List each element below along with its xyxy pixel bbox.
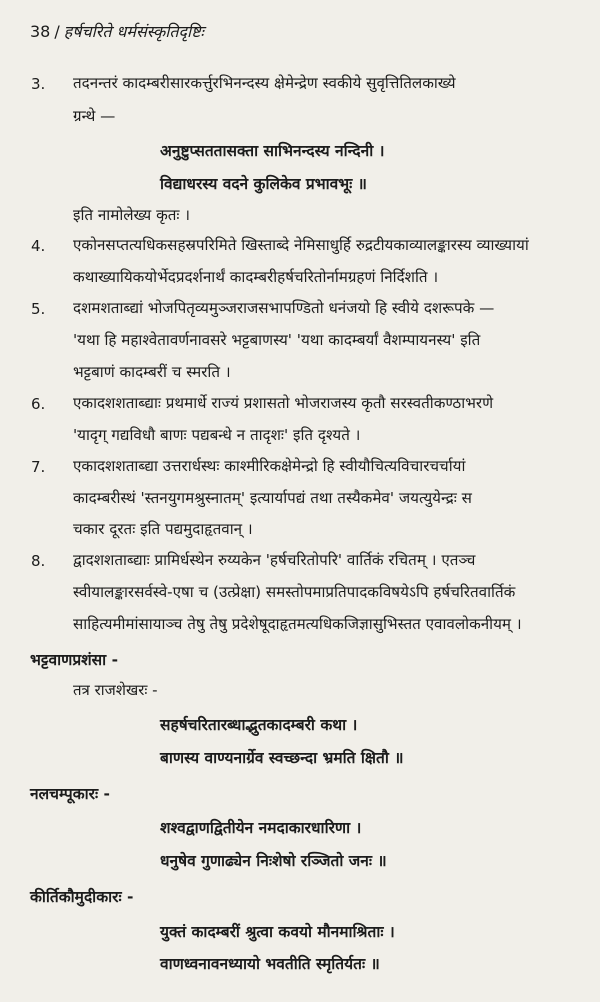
item-number: 6. [31, 395, 46, 413]
item-line: कादम्बरीस्थं 'स्तनयुगमश्रुस्नातम्' इत्यार्यापद्यं तथा तस्यैकमेव' जयत्युयेन्द्रः स [73, 489, 472, 507]
page-number: 38 [30, 22, 51, 41]
verse-line: युक्तं कादम्बरीं श्रुत्वा कवयो मौनमाश्रिताः । [160, 923, 395, 941]
item-line: भट्टबाणं कादम्बरीं च स्मरति । [73, 363, 231, 381]
verse-line: अनुष्टुप्सततासक्ता साभिनन्दस्य नन्दिनी । [160, 142, 385, 160]
verse-line: वाणध्वनावनध्यायो भवतीति स्मृतिर्यतः ॥ [160, 955, 380, 973]
item-number: 5. [31, 300, 46, 318]
item-line: एकादशशताब्द्या उत्तरार्धस्थः काश्मीरिकक्षेमेन्द्रो हि स्वीयौचित्यविचारचर्चायां [73, 457, 466, 475]
item-number: 3. [31, 75, 46, 93]
item-number: 7. [31, 458, 46, 476]
verse-line: सहर्षचरितारब्धाद्भुतकादम्बरी कथा । [160, 716, 358, 734]
section-heading: कीर्तिकौमुदीकारः - [30, 888, 134, 906]
section-heading: नलचम्पूकारः - [30, 785, 110, 803]
item-line: स्वीयालङ्कारसर्वस्वे-एषा च (उत्प्रेक्षा) समस्तोपमाप्रतिपादकविषयेऽपि हर्षचरितवार्तिकं [73, 583, 516, 601]
header-title: हर्षचरिते धर्मसंस्कृतिदृष्टिः [63, 22, 204, 41]
item-line: तदनन्तरं कादम्बरीसारकर्त्तुरभिनन्दस्य क्षेमेन्द्रेण स्वकीये सुवृत्तितिलकाख्ये [73, 74, 456, 92]
verse-line: धनुषेव गुणाढ्येन निःशेषो रञ्जितो जनः ॥ [160, 852, 387, 870]
item-line: द्वादशशताब्द्याः प्रामिर्धस्थेन रुय्यकेन 'हर्षचरितोपरि' वार्तिकं रचितम् । एतञ्च [73, 551, 476, 569]
header-separator: / [54, 22, 60, 41]
item-line: चकार दूरतः इति पद्यमुदाहृतवान् । [73, 520, 253, 538]
item-line: 'यादृग् गद्यविधौ बाणः पद्यबन्धे न तादृशः' इति दृश्यते । [73, 426, 361, 444]
verse-line: बाणस्य वाण्यनार्ग्रेव स्वच्छन्दा भ्रमति क्षितौ ॥ [160, 749, 404, 767]
section-intro: तत्र राजशेखरः - [73, 681, 158, 699]
item-line: दशमशताब्द्यां भोजपितृव्यमुञ्जराजसभापण्डितो धनंजयो हि स्वीये दशरूपके — [73, 299, 495, 317]
item-number: 8. [31, 552, 46, 570]
item-line: कथाख्यायिकयोर्भेदप्रदर्शनार्थं कादम्बरीहर्षचरितोर्नामग्रहणं निर्दिशति । [73, 268, 439, 286]
item-line: एकादशशताब्द्याः प्रथमार्धे राज्यं प्रशासतो भोजराजस्य कृतौ सरस्वतीकण्ठाभरणे [73, 394, 494, 412]
item-number: 4. [31, 237, 46, 255]
section-heading: भट्टवाणप्रशंसा - [30, 651, 118, 669]
verse-line: विद्याधरस्य वदने कुलिकेव प्रभावभूः ॥ [160, 175, 367, 193]
item-line: साहित्यमीमांसायाञ्च तेषु तेषु प्रदेशेषूदाहृतमत्यधिकजिज्ञासुभिस्तत एवावलोकनीयम् । [73, 615, 522, 633]
item-line: ग्रन्थे — [73, 107, 116, 125]
item-line: एकोनसप्तत्यधिकसहस्रपरिमिते खिस्ताब्दे नेमिसाधुर्हि रुद्रटीयकाव्यालङ्कारस्य व्याख्यायां [73, 236, 529, 254]
item-line: 'यथा हि महाश्वेतावर्णनावसरे भट्टबाणस्य' 'यथा कादम्बर्यां वैशम्पायनस्य' इति [73, 331, 481, 349]
running-header [30, 20, 204, 42]
verse-line: शश्वद्वाणद्वितीयेन नमदाकारधारिणा । [160, 819, 362, 837]
item-line: इति नामोलेख्य कृतः । [73, 206, 191, 224]
